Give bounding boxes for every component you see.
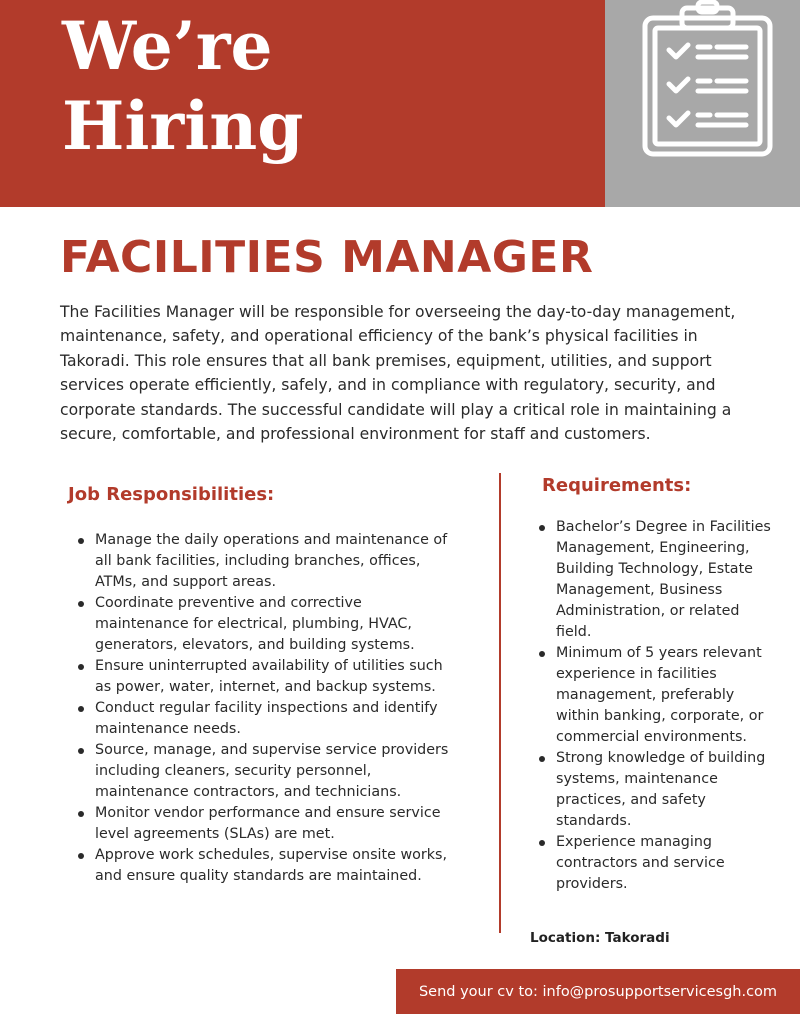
responsibilities-heading: Job Responsibilities: [68,484,275,505]
responsibilities-list [78,530,450,887]
column-divider [499,473,501,933]
hiring-title-line2: Hiring [62,87,304,165]
list-item: Experience managing contractors and service providers. [539,832,771,895]
list-item: Approve work schedules, supervise onsite works, and ensure quality standards are maintained. [78,845,450,887]
header-banner [0,0,605,207]
list-item: Bachelor’s Degree in Facilities Management, Engineering, Building Technology, Estate Management, Business Administration, or related field. [539,517,771,643]
list-item: Source, manage, and supervise service providers including cleaners, security personnel, maintenance contractors, and technicians. [78,740,450,803]
list-item: Manage the daily operations and maintenance of all bank facilities, including branches, offices, ATMs, and support areas. [78,530,450,593]
list-item: Conduct regular facility inspections and identify maintenance needs. [78,698,450,740]
hiring-title [62,6,303,166]
list-item: Ensure uninterrupted availability of utilities such as power, water, internet, and backup systems. [78,656,450,698]
hiring-title-line1: We’re [62,7,273,85]
footer-bar [396,969,800,1014]
list-item: Monitor vendor performance and ensure service level agreements (SLAs) are met. [78,803,450,845]
list-item: Minimum of 5 years relevant experience in facilities management, preferably within banking, corporate, or commercial environments. [539,643,771,748]
location-label: Location: Takoradi [530,930,670,946]
list-item: Strong knowledge of building systems, maintenance practices, and safety standards. [539,748,771,832]
job-title: FACILITIES MANAGER [60,232,594,283]
job-intro: The Facilities Manager will be responsible for overseeing the day-to-day management, maintenance, safety, and operational efficiency of the bank’s physical facilities in Takoradi. This role ensures that all bank premises, equipment, utilities, and support services operate efficiently, safely, and in compliance with regulatory, security, and corporate standards. The successful candidate will play a critical role in maintaining a secure, comfortable, and professional environment for staff and customers. [60,303,736,444]
apply-email-text: Send your cv to: info@prosupportservicesgh.com [418,983,778,1000]
list-item: Coordinate preventive and corrective maintenance for electrical, plumbing, HVAC, generators, elevators, and building systems. [78,593,450,656]
requirements-list [539,517,771,895]
clipboard-checklist-icon [640,0,775,160]
requirements-heading: Requirements: [542,475,692,496]
